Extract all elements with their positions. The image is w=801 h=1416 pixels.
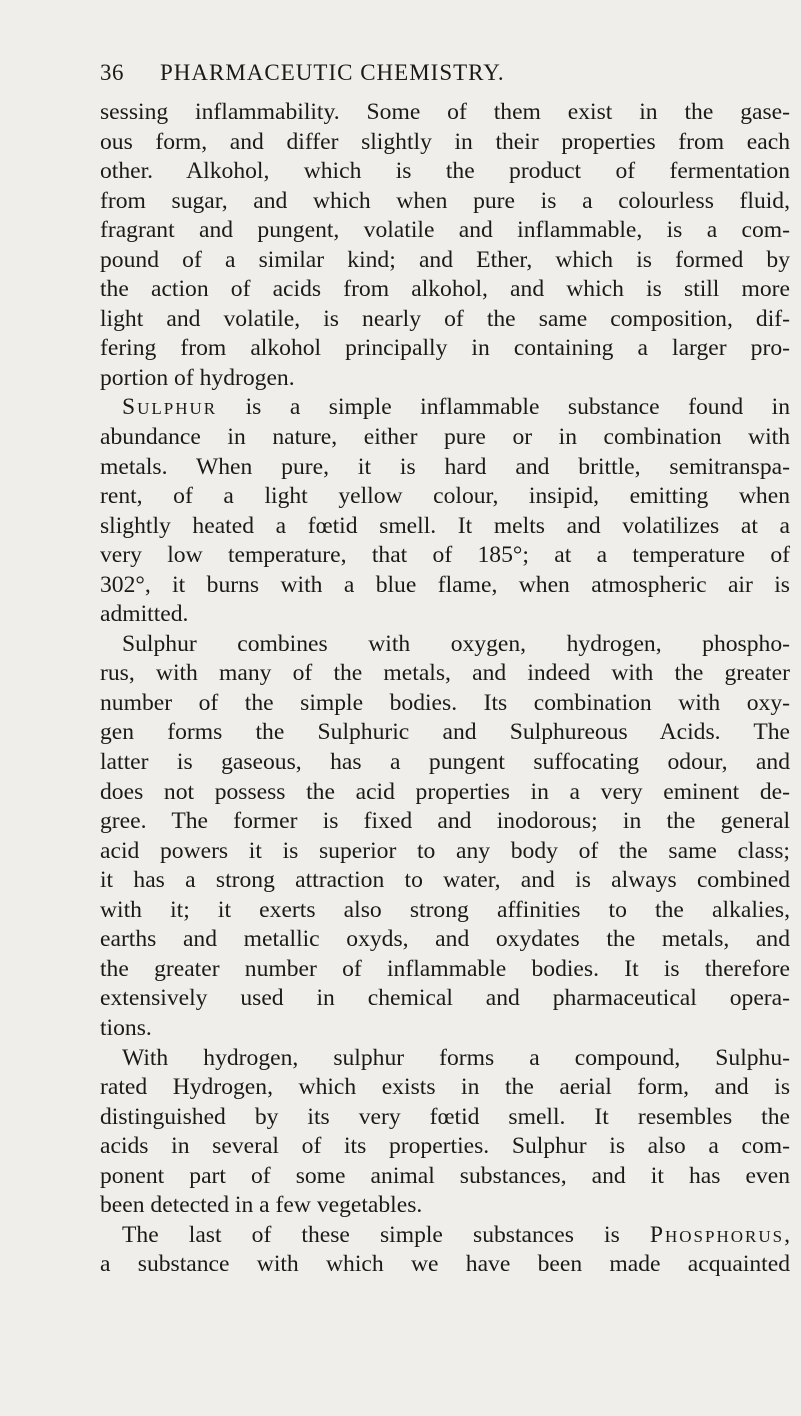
text-line xyxy=(100,896,790,926)
text-line xyxy=(100,246,790,276)
line-tail: , xyxy=(784,1221,790,1248)
text-line xyxy=(100,128,790,158)
line-text: other. Alkohol, which is the product of fermentation xyxy=(100,158,790,185)
line-text: admitted. xyxy=(100,601,189,628)
text-line xyxy=(100,689,790,719)
line-text: extensively used in chemical and pharmaceutical opera- xyxy=(100,985,790,1012)
line-text: slightly heated a fœtid smell. It melts and volatilizes at a xyxy=(100,512,790,539)
small-caps-term: Phosphorus xyxy=(649,1221,785,1248)
line-text: light and volatile, is nearly of the same composition, dif- xyxy=(100,305,790,332)
line-text: fering from alkohol principally in containing a larger pro- xyxy=(100,335,790,362)
line-text: acid powers it is superior to any body of the same class; xyxy=(100,837,790,864)
text-line xyxy=(100,364,790,394)
line-text: rent, of a light yellow colour, insipid, emitting when xyxy=(100,483,790,510)
small-caps-term: Sulphur xyxy=(122,394,218,421)
line-text: 302°, it burns with a blue flame, when atmospheric air is xyxy=(100,571,790,598)
running-title: PHARMACEUTIC CHEMISTRY. xyxy=(160,60,505,85)
line-text: With hydrogen, sulphur forms a compound, Sulphu- xyxy=(122,1044,790,1071)
text-line xyxy=(100,541,790,571)
line-text: with it; it exerts also strong affinities to the alkalies, xyxy=(100,896,790,923)
text-line xyxy=(100,807,790,837)
line-text: rus, with many of the metals, and indeed with the greater xyxy=(100,660,790,687)
text-line xyxy=(100,275,790,305)
line-text: The last of these simple substances is xyxy=(122,1221,650,1248)
line-text: portion of hydrogen. xyxy=(100,364,295,391)
text-line xyxy=(100,1250,790,1280)
text-line xyxy=(100,512,790,542)
text-line xyxy=(100,778,790,808)
text-line xyxy=(100,600,790,630)
line-text: metals. When pure, it is hard and brittle, semitranspa- xyxy=(100,453,790,480)
text-line xyxy=(100,955,790,985)
line-text: pound of a similar kind; and Ether, which is formed by xyxy=(100,246,790,273)
text-line xyxy=(100,1014,790,1044)
text-line xyxy=(100,334,790,364)
text-line xyxy=(100,1191,790,1221)
body-text xyxy=(100,98,790,1280)
page-number: 36 xyxy=(100,60,124,85)
line-text: sessing inflammability. Some of them exist in the gase- xyxy=(100,99,790,125)
text-line xyxy=(100,482,790,512)
text-line xyxy=(100,453,790,483)
text-line xyxy=(100,1103,790,1133)
text-line xyxy=(100,571,790,601)
text-line xyxy=(100,718,790,748)
line-text: ponent part of some animal substances, and it has even xyxy=(100,1162,790,1189)
text-line xyxy=(100,1221,790,1251)
line-text: does not possess the acid properties in a very eminent de- xyxy=(100,778,790,805)
text-line xyxy=(100,423,790,453)
text-line xyxy=(100,837,790,867)
text-line xyxy=(100,866,790,896)
text-line xyxy=(100,630,790,660)
line-text: is a simple inflammable substance found in xyxy=(217,394,790,421)
line-text: fragrant and pungent, volatile and inflammable, is a com- xyxy=(100,217,790,244)
text-line xyxy=(100,98,790,128)
line-text: latter is gaseous, has a pungent suffocating odour, and xyxy=(100,749,790,776)
running-head xyxy=(100,58,790,88)
line-text: Sulphur combines with oxygen, hydrogen, phospho- xyxy=(122,630,790,657)
text-line xyxy=(100,1044,790,1074)
line-text: acids in several of its properties. Sulphur is also a com- xyxy=(100,1133,790,1160)
line-text: it has a strong attraction to water, and is always combined xyxy=(100,867,790,894)
line-text: the greater number of inflammable bodies. It is therefore xyxy=(100,955,790,982)
line-text: been detected in a few vegetables. xyxy=(100,1192,423,1219)
line-text: distinguished by its very fœtid smell. It resembles the xyxy=(100,1103,790,1130)
text-line xyxy=(100,925,790,955)
text-line xyxy=(100,984,790,1014)
line-text: ous form, and differ slightly in their properties from each xyxy=(100,128,790,155)
line-text: rated Hydrogen, which exists in the aerial form, and is xyxy=(100,1074,790,1101)
text-line xyxy=(100,659,790,689)
line-text: the action of acids from alkohol, and which is still more xyxy=(100,276,790,303)
line-text: gree. The former is fixed and inodorous; in the general xyxy=(100,808,790,835)
text-line xyxy=(100,157,790,187)
text-line xyxy=(100,393,790,423)
line-text: earths and metallic oxyds, and oxydates the metals, and xyxy=(100,926,790,953)
line-text: gen forms the Sulphuric and Sulphureous Acids. The xyxy=(100,719,790,746)
line-text: very low temperature, that of 185°; at a temperature of xyxy=(100,542,790,569)
text-line xyxy=(100,748,790,778)
text-line xyxy=(100,305,790,335)
line-text: a substance with which we have been made acquainted xyxy=(100,1251,790,1278)
text-line xyxy=(100,1073,790,1103)
text-line xyxy=(100,187,790,217)
line-text: tions. xyxy=(100,1014,152,1041)
text-line xyxy=(100,1132,790,1162)
line-text: from sugar, and which when pure is a colourless fluid, xyxy=(100,187,790,214)
text-line xyxy=(100,1162,790,1192)
text-line xyxy=(100,216,790,246)
line-text: abundance in nature, either pure or in combination with xyxy=(100,424,790,451)
line-text: number of the simple bodies. Its combination with oxy- xyxy=(100,689,790,716)
